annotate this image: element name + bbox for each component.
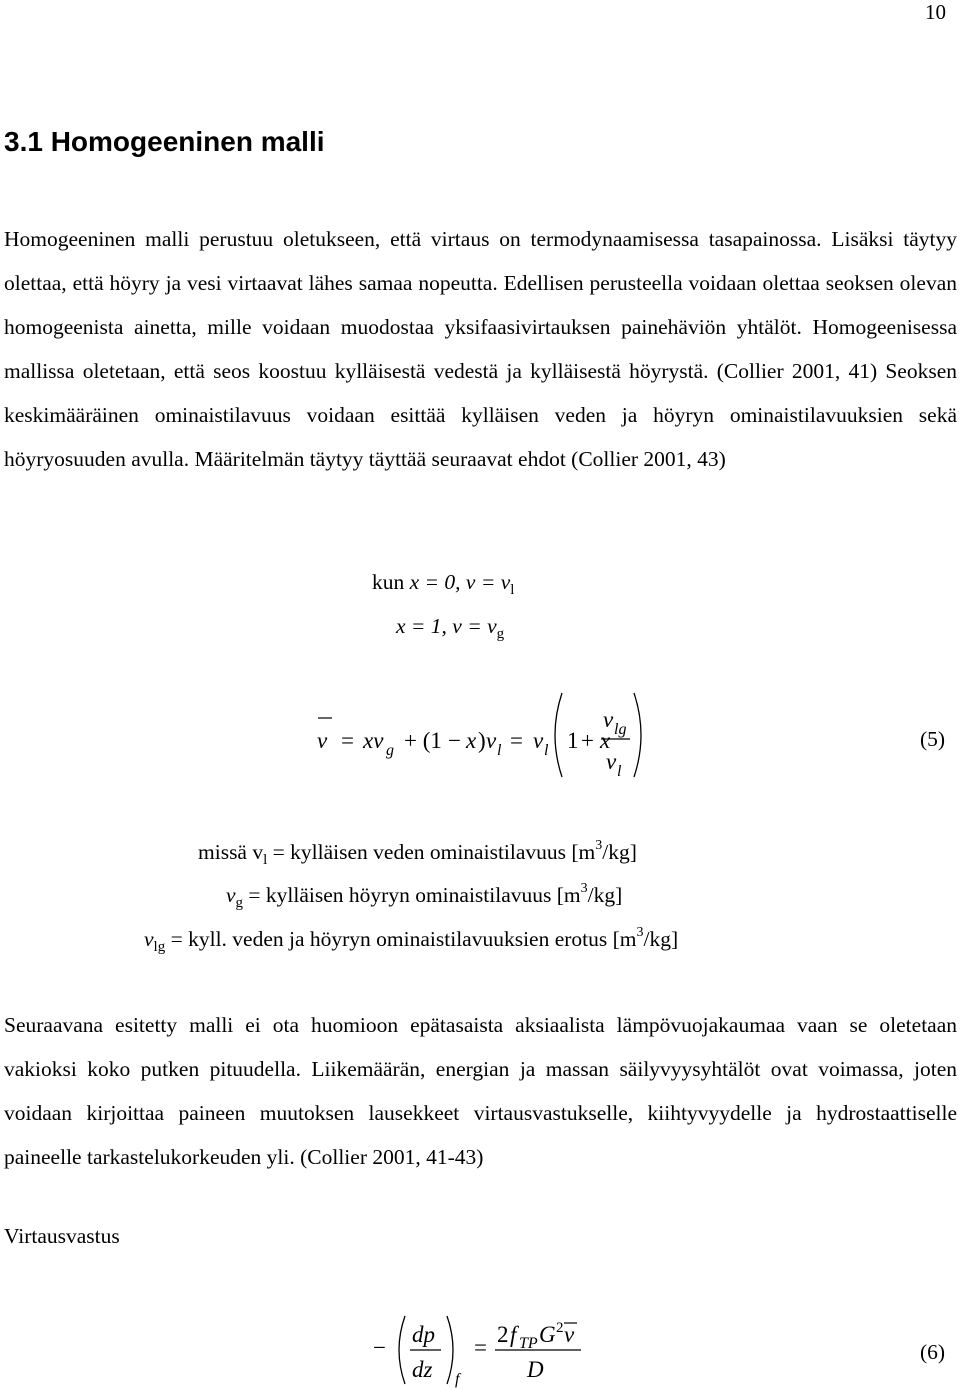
definition-vg-subscript: g xyxy=(235,895,244,911)
condition-2-equation: x = 1, v = v xyxy=(396,614,497,638)
svg-text:dz: dz xyxy=(412,1357,433,1382)
svg-text:+: + xyxy=(581,728,594,753)
section-heading: 3.1 Homogeeninen malli xyxy=(4,126,325,157)
svg-text:−: − xyxy=(373,1335,386,1360)
definition-vg-text: = kylläisen höyryn ominaistilavuus [m xyxy=(243,883,581,907)
svg-text:+ (1: + (1 xyxy=(404,728,442,753)
svg-text:D: D xyxy=(527,1357,544,1382)
subsection-label: Virtausvastus xyxy=(4,1224,120,1248)
definition-vl-text: = kylläisen veden ominaistilavuus [m xyxy=(267,840,596,864)
svg-text:g: g xyxy=(386,742,394,759)
definition-vlg-subscript: lg xyxy=(153,939,166,955)
equation-6-formula xyxy=(365,1312,595,1390)
svg-text:l: l xyxy=(497,742,502,759)
svg-text:2: 2 xyxy=(556,1320,564,1336)
svg-text:): ) xyxy=(478,728,486,753)
svg-text:=: = xyxy=(510,728,523,753)
definition-vlg xyxy=(144,925,679,955)
svg-text:v: v xyxy=(533,728,544,753)
intro-paragraph xyxy=(4,217,957,481)
page-number: 10 xyxy=(925,0,946,24)
condition-prefix: kun xyxy=(372,570,405,594)
model-paragraph-text: Seuraavana esitetty malli ei ota huomioon epätasaista aksiaalista lämpövuojakaumaa vaan se oletetaan vakioksi koko putken pituudella. Liikemäärän, energian ja massan säilyvyysyhtälöt ovat voimassa, joten voidaan kirjoittaa paineen muutoksen lausekkeet virtausvastukselle, kiihtyvyydelle ja hydrostaattiselle paineelle tarkastelukorkeuden yli. (Collier 2001, 41-43) xyxy=(4,1013,957,1169)
definition-vlg-text: = kyll. veden ja höyryn ominaistilavuuksien erotus [m xyxy=(165,927,637,951)
definition-vl-symbol: missä v xyxy=(198,840,264,864)
definition-vg-symbol: v xyxy=(226,883,236,907)
svg-text:lg: lg xyxy=(614,721,627,738)
definition-vl xyxy=(198,838,637,868)
svg-text:f: f xyxy=(510,1322,517,1347)
equation-5-formula xyxy=(300,685,660,785)
condition-1-subscript: l xyxy=(510,582,515,598)
definition-vlg-superscript: 3 xyxy=(636,925,644,940)
definition-vg-unit: /kg] xyxy=(587,883,623,907)
definition-vg xyxy=(226,881,623,911)
definition-vlg-unit: /kg] xyxy=(643,927,679,951)
condition-line-2 xyxy=(396,614,505,642)
svg-text:x: x xyxy=(466,728,477,753)
definition-vl-subscript: l xyxy=(263,852,268,868)
svg-text:v: v xyxy=(317,728,328,753)
svg-text:l: l xyxy=(544,742,549,759)
svg-text:2: 2 xyxy=(497,1322,509,1347)
svg-text:v: v xyxy=(486,728,497,753)
svg-text:G: G xyxy=(539,1322,556,1347)
condition-line-1 xyxy=(372,570,515,598)
definition-vg-superscript: 3 xyxy=(580,881,588,896)
condition-2-subscript: g xyxy=(496,626,505,642)
svg-text:v: v xyxy=(564,1322,575,1347)
svg-text:=: = xyxy=(341,728,354,753)
svg-text:TP: TP xyxy=(519,1335,538,1352)
model-paragraph xyxy=(4,1003,957,1179)
condition-1-equation: x = 0, v = v xyxy=(409,570,511,594)
svg-text:v: v xyxy=(606,749,617,774)
svg-text:v: v xyxy=(603,707,614,732)
svg-text:1: 1 xyxy=(567,728,579,753)
svg-text:f: f xyxy=(455,1371,460,1388)
intro-paragraph-text: Homogeeninen malli perustuu oletukseen, että virtaus on termodynaamisessa tasapainossa. Lisäksi täytyy olettaa, että höyry ja vesi virtaavat lähes samaa nopeutta. Edellisen perusteella voidaan olettaa seoksen olevan homogeenista ainetta, mille voidaan muodostaa yksifaasivirtauksen painehäviön yhtälöt. Homogeenisessa mallissa oletetaan, että seos koostuu kylläisestä vedestä ja kylläisestä höyrystä. (Collier 2001, 41) Seoksen keskimääräinen ominaistilavuus voidaan esittää kylläisen veden ja höyryn ominaistilavuuksien sekä höyryosuuden avulla. Määritelmän täytyy täyttää seuraavat ehdot (Collier 2001, 43) xyxy=(4,227,957,471)
svg-text:=: = xyxy=(474,1335,487,1360)
svg-text:xv: xv xyxy=(363,728,384,753)
svg-text:x: x xyxy=(600,728,611,753)
definition-vl-unit: /kg] xyxy=(602,840,637,864)
definition-vl-superscript: 3 xyxy=(595,838,603,853)
equation-6-number: (6) xyxy=(920,1340,946,1364)
definition-vlg-symbol: v xyxy=(144,927,154,951)
svg-text:dp: dp xyxy=(412,1322,435,1347)
svg-text:l: l xyxy=(617,763,622,780)
equation-5-number: (5) xyxy=(920,727,946,751)
svg-text:−: − xyxy=(448,728,461,753)
